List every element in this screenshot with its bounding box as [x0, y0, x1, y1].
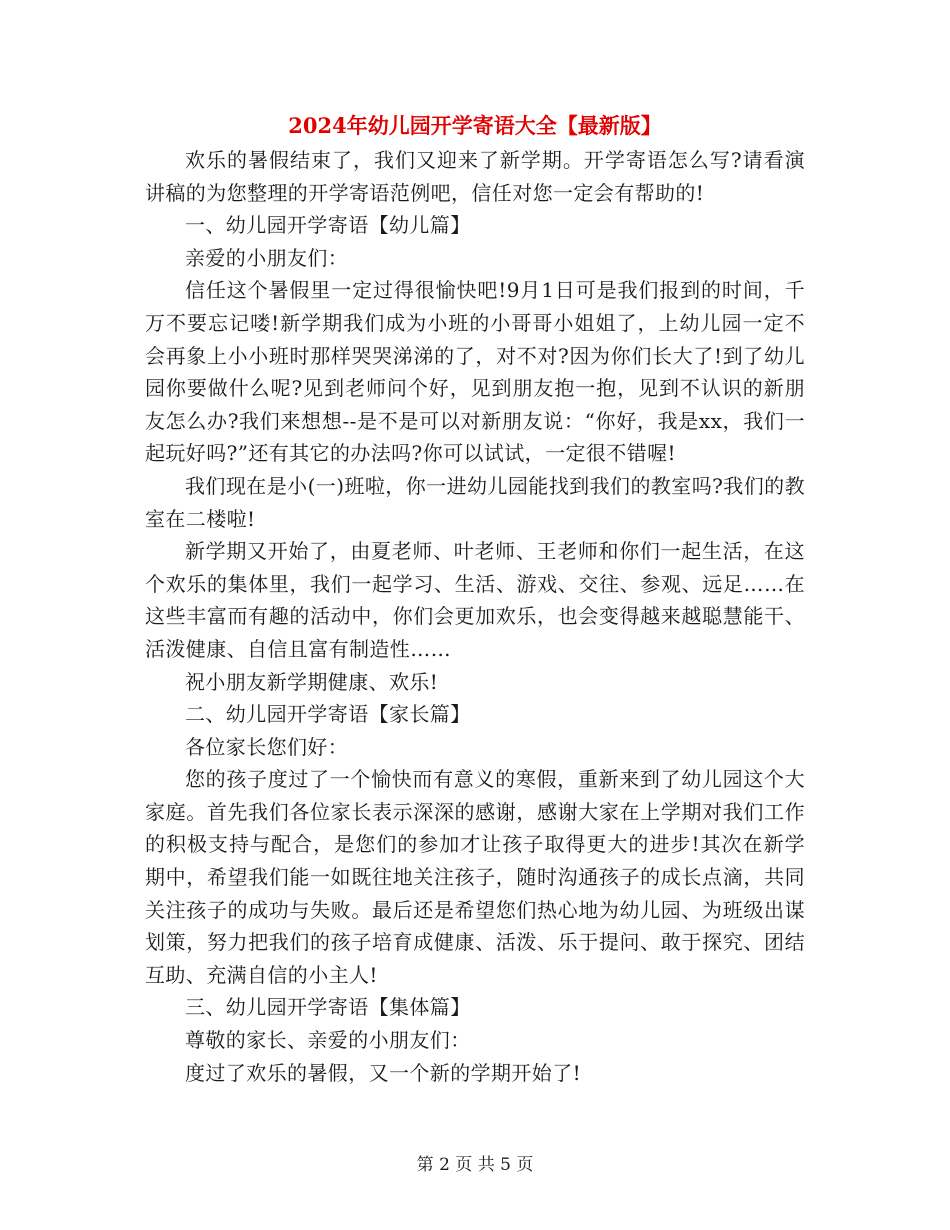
section-heading-children: 一、幼儿园开学寄语【幼儿篇】 [185, 213, 471, 238]
greeting-children: 亲爱的小朋友们： [185, 245, 349, 270]
paragraph-children-teachers: 新学期又开始了，由夏老师、叶老师、王老师和你们一起生活，在这个欢乐的集体里，我们一起学习、生活、游戏、交往、参观、远足……在这些丰富而有趣的活动中，你们会更加欢乐，也会变得越来越聪慧能干、活泼健康、自信且富有制造性…… [145, 539, 805, 661]
greeting-group: 尊敬的家长、亲爱的小朋友们： [185, 1028, 471, 1053]
section-heading-parents: 二、幼儿园开学寄语【家长篇】 [185, 702, 471, 727]
paragraph-children-classroom: 我们现在是小(一)班啦，你一进幼儿园能找到我们的教室吗?我们的教室在二楼啦! [145, 473, 805, 531]
section-heading-group: 三、幼儿园开学寄语【集体篇】 [185, 995, 471, 1020]
paragraph-parents: 您的孩子度过了一个愉快而有意义的寒假，重新来到了幼儿园这个大家庭。首先我们各位家长表示深深的感谢，感谢大家在上学期对我们工作的积极支持与配合，是您们的参加才让孩子取得更大的进步!其次在新学期中，希望我们能一如既往地关注孩子，随时沟通孩子的成长点滴，共同关注孩子的成功与失败。最后还是希望您们热心地为幼儿园、为班级出谋划策，努力把我们的孩子培育成健康、活泼、乐于提问、敢于探究、团结互助、充满自信的小主人! [145, 767, 805, 987]
document-title: 2024年幼儿园开学寄语大全【最新版】 [288, 113, 662, 138]
page-footer: 第 2 页 共 5 页 [416, 1155, 534, 1175]
paragraph-intro: 欢乐的暑假结束了，我们又迎来了新学期。开学寄语怎么写?请看演讲稿的为您整理的开学寄语范例吧，信任对您一定会有帮助的! [145, 148, 805, 205]
paragraph-children-wishes: 祝小朋友新学期健康、欢乐! [185, 669, 439, 694]
paragraph-group-start: 度过了欢乐的暑假，又一个新的学期开始了! [185, 1060, 582, 1085]
paragraph-children-summer: 信任这个暑假里一定过得很愉快吧!9月1日可是我们报到的时间，千万不要忘记喽!新学期我们成为小班的小哥哥小姐姐了，上幼儿园一定不会再象上小小班时那样哭哭涕涕的了，对不对?因为你们长大了!到了幼儿园你要做什么呢?见到老师问个好，见到朋友抱一抱，见到不认识的新朋友怎么办?我们来想想--是不是可以对新朋友说：“你好，我是xx，我们一起玩好吗?”还有其它的办法吗?你可以试试，一定很不错喔! [145, 278, 805, 466]
document-body [145, 144, 805, 1089]
greeting-parents: 各位家长您们好： [185, 734, 349, 759]
